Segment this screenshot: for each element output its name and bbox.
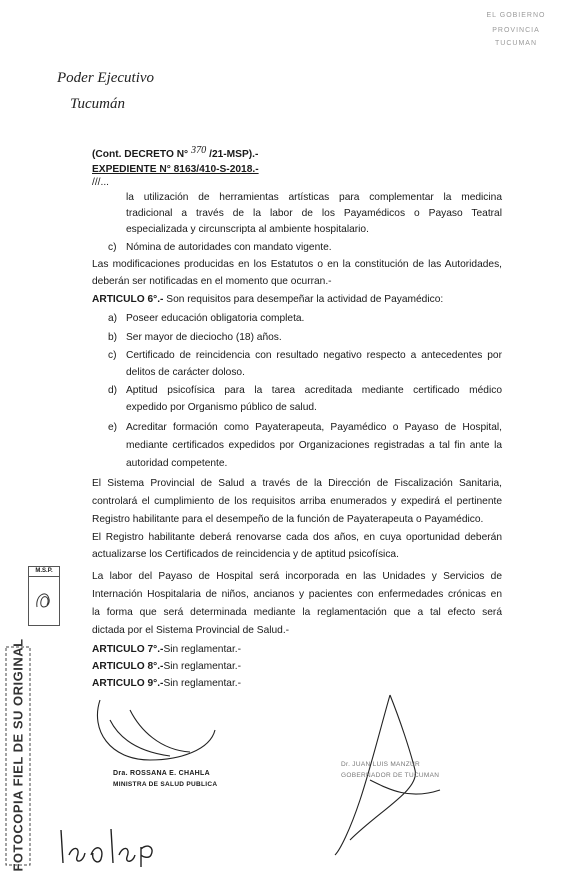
continuation-mark: ///...	[92, 177, 109, 188]
article-6-heading	[92, 293, 443, 307]
item-text: autoridad competente.	[126, 458, 228, 469]
expediente: EXPEDIENTE N° 8163/410-S-2018.-	[92, 164, 259, 175]
certified-copy-stamp	[3, 638, 33, 872]
signature-left-name: Dra. ROSSANA E. CHAHLA	[113, 770, 210, 777]
item-letter: c)	[108, 242, 117, 253]
signature-left-icon	[90, 690, 230, 770]
article-8	[92, 660, 241, 674]
item-text: mediante certificados expedidos por Organizaciones registradas a tal fin ante la	[126, 440, 502, 451]
article-label: ARTICULO 9°.-	[92, 678, 164, 689]
paragraph-line: El Sistema Provincial de Salud a través de la Dirección de Fiscalización Sanitaria,	[92, 478, 502, 489]
letterhead-line-1: Poder Ejecutivo	[57, 70, 155, 86]
body-line: tradicional a través de la labor de los Payamédicos o Payaso Teatral	[126, 208, 502, 219]
article-text: Sin reglamentar.-	[163, 678, 242, 689]
item-text: Ser mayor de dieciocho (18) años.	[126, 332, 282, 343]
item-text: expedido por Organismo público de salud.	[126, 402, 317, 413]
stamp-line: TUCUMAN	[495, 40, 537, 47]
paragraph-line: Registro habilitante para el desempeño de la función de Payaterapeuta o Payamédico.	[92, 514, 484, 525]
paragraph-line: Las modificaciones producidas en los Estatutos o en la constitución de las Autoridades,	[92, 259, 502, 270]
paragraph-line: dictada por el Sistema Provincial de Salud.-	[92, 625, 290, 636]
top-right-stamp	[476, 12, 556, 47]
item-text: delitos de carácter doloso.	[126, 367, 245, 378]
msp-margin-stamp	[28, 566, 60, 626]
article-label: ARTICULO 6°.-	[92, 294, 164, 305]
signature-right-name: Dr. JUAN LUIS MANZUR	[341, 761, 420, 768]
article-7	[92, 643, 241, 657]
signature-left-title: MINISTRA DE SALUD PUBLICA	[113, 781, 218, 788]
stamp-line: EL GOBIERNO	[486, 12, 546, 19]
paragraph-line: Internación Hospitalaria de niños, ancianos y pacientes con enfermedades crónicas en	[92, 589, 502, 600]
paragraph-line: La labor del Payaso de Hospital será incorporada en las Unidades y Servicios de	[92, 571, 502, 582]
stamp-vertical-text: FOTOCOPIA FIEL DE SU ORIGINAL	[10, 638, 26, 872]
body-line: la utilización de herramientas artísticas para complementar la medicina	[126, 192, 502, 203]
item-letter: e)	[108, 422, 118, 433]
decree-prefix: (Cont. DECRETO N°	[92, 149, 189, 160]
article-text: Son requisitos para desempeñar la actividad de Payamédico:	[163, 294, 444, 305]
item-letter: c)	[108, 350, 117, 361]
item-text: Aptitud psicofísica para la tarea acreditada mediante certificado médico	[126, 385, 502, 396]
body-line: especializada y circunscripta al ambiente hospitalario.	[126, 224, 369, 235]
article-9	[92, 677, 241, 691]
paragraph-line: El Registro habilitante deberá renovarse cada dos años, en cuya oportunidad deberán	[92, 532, 502, 543]
article-label: ARTICULO 7°.-	[92, 644, 164, 655]
paragraph-line: deberán ser notificadas en el momento que ocurran.-	[92, 276, 332, 287]
decree-number: 370	[190, 145, 207, 156]
initials-scribble-icon	[29, 577, 59, 623]
article-text: Sin reglamentar.-	[163, 644, 242, 655]
article-label: ARTICULO 8°.-	[92, 661, 164, 672]
decree-suffix: /21-MSP).-	[209, 149, 259, 160]
item-letter: b)	[108, 332, 118, 343]
stamp-line: PROVINCIA	[492, 27, 540, 34]
item-text: Acreditar formación como Payaterapeuta, Payamédico o Payaso de Hospital,	[126, 422, 502, 433]
item-text: Poseer educación obligatoria completa.	[126, 313, 305, 324]
paragraph-line: actualizarse los Certificados de reincidencia y de aptitud psicofísica.	[92, 549, 399, 560]
item-letter: a)	[108, 313, 118, 324]
paragraph-line: controlará el cumplimiento de los requisitos arriba enumerados y expedirá el pertinente	[92, 496, 502, 507]
item-text: Certificado de reincidencia con resultado negativo respecto a antecedentes por	[126, 350, 502, 361]
item-letter: d)	[108, 385, 118, 396]
item-text: Nómina de autoridades con mandato vigente.	[126, 242, 332, 253]
article-text: Sin reglamentar.-	[163, 661, 242, 672]
signature-right-title: GOBERNADOR DE TUCUMAN	[341, 772, 440, 779]
handwritten-initials-icon	[55, 825, 175, 867]
letterhead-line-2: Tucumán	[70, 96, 126, 112]
decree-reference	[92, 145, 259, 162]
paragraph-line: la forma que será determinada mediante la reglamentación que a tal efecto será	[92, 607, 502, 618]
msp-label: M.S.P.	[29, 567, 59, 577]
